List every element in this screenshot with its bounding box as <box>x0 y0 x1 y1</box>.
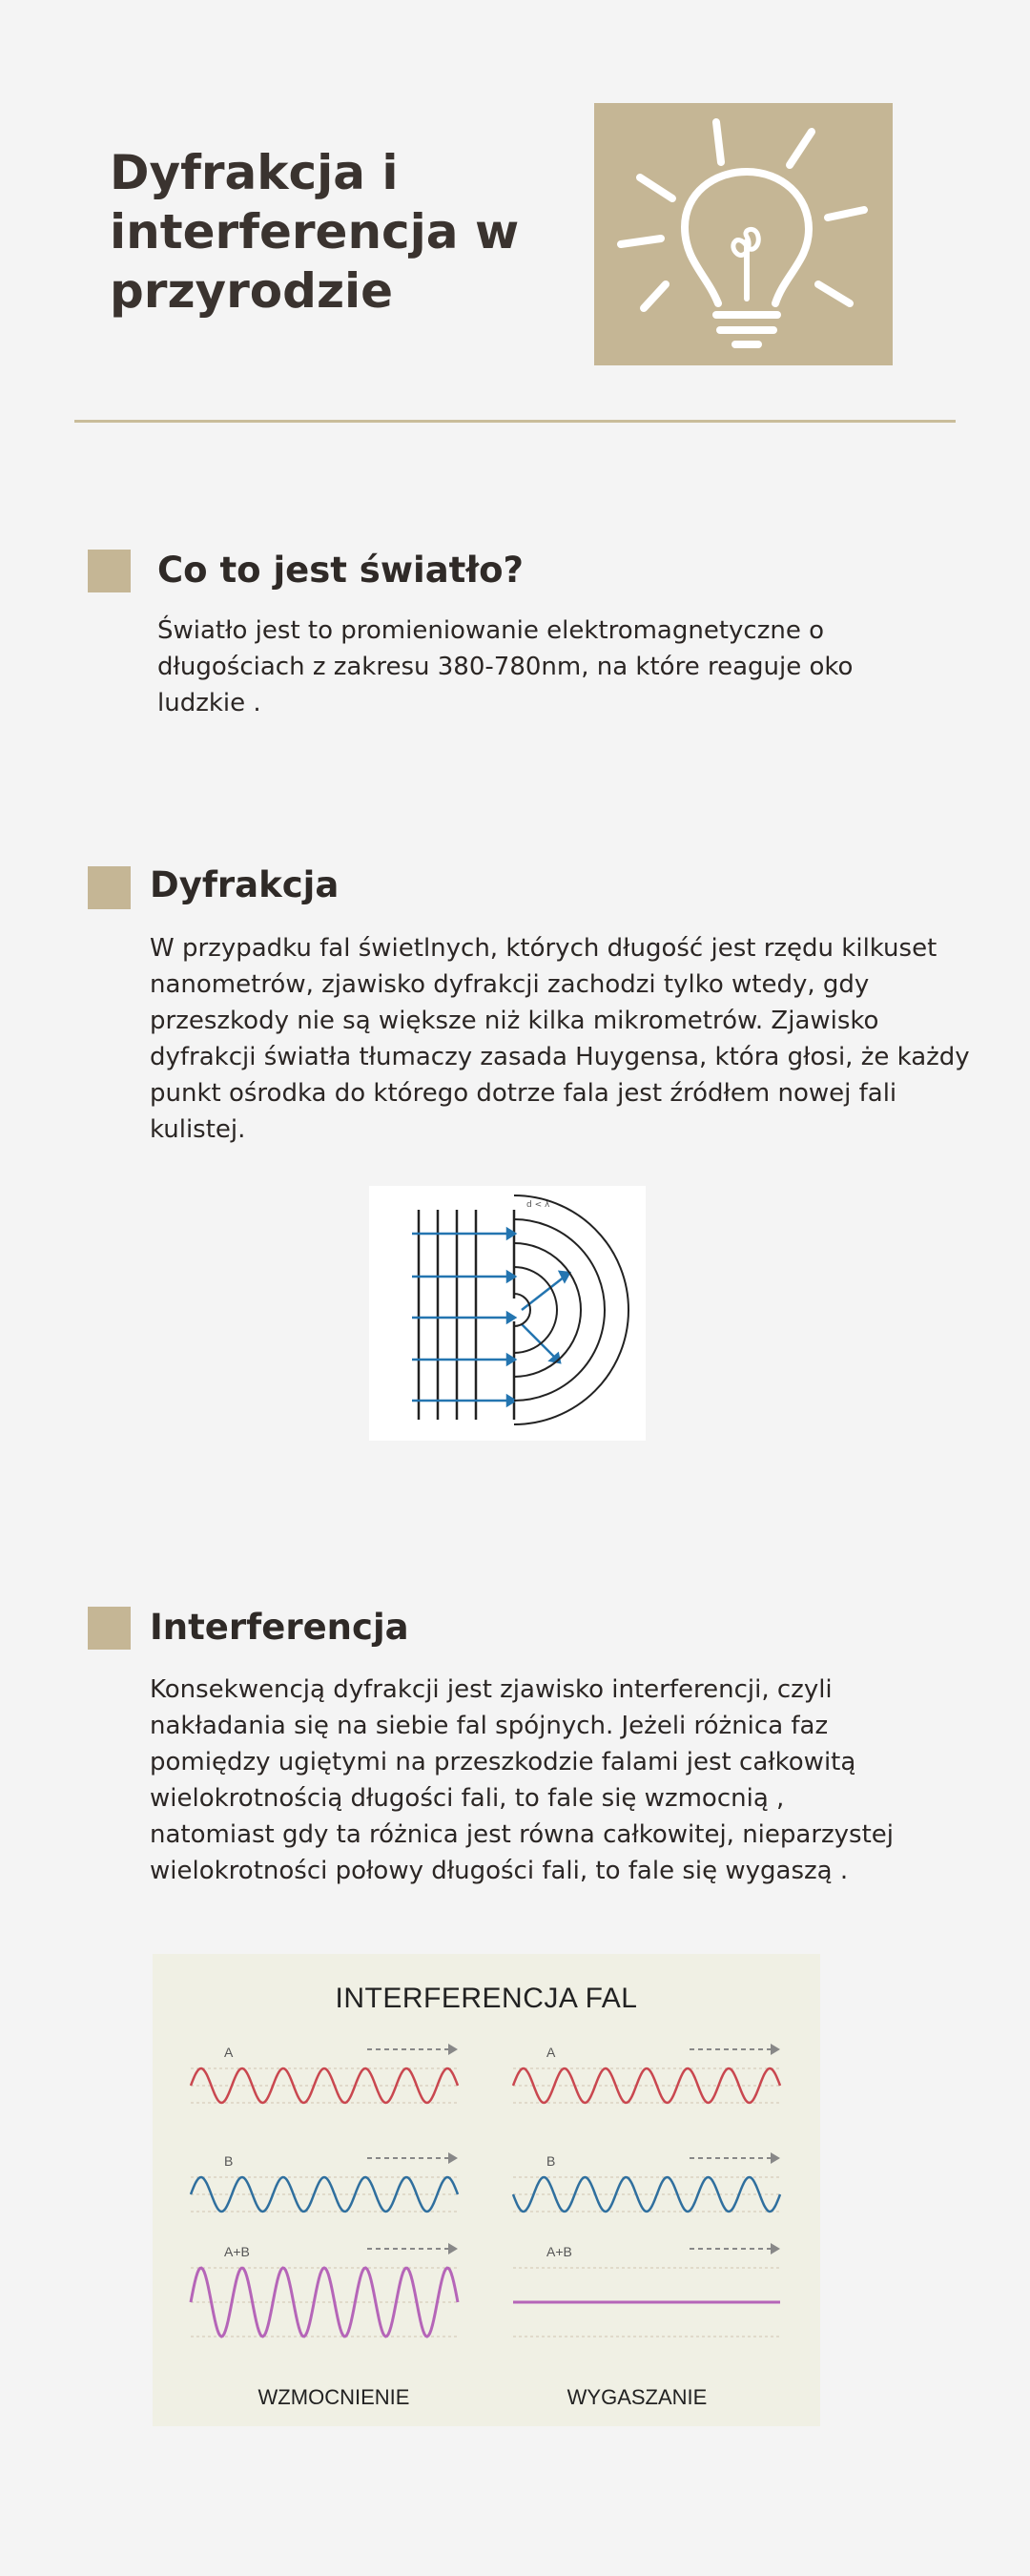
arrow-head <box>771 2044 780 2055</box>
wave-tag: B <box>546 2153 556 2169</box>
reinforcement-label: WZMOCNIENIE <box>258 2385 410 2409</box>
section-heading-light: Co to jest światło? <box>157 550 524 591</box>
section-text-diffraction: W przypadku fal świetlnych, których długość jest rzędu kilkuset nanometrów, zjawisko dyfrakcji zachodzi tylko wtedy, gdy przeszkody nie są większe niż kilka mikrometrów. Zjawisko dyfrakcji światła tłumaczy zasada Huygensa, która głosi, że każdy punkt ośrodka do którego dotrze fala jest źródłem nowej fali kulistej. <box>150 934 970 1144</box>
section-heading-diffraction: Dyfrakcja <box>150 864 340 905</box>
arrow-head <box>448 2243 458 2254</box>
arrow-head <box>771 2243 780 2254</box>
section-marker <box>88 1607 131 1650</box>
header-divider <box>74 420 956 423</box>
wave-tag: A <box>546 2045 556 2060</box>
wave-tag: A+B <box>224 2244 250 2259</box>
page-title: Dyfrakcja i interferencja w przyrodzie <box>110 145 520 319</box>
section-text-light: Światło jest to promieniowanie elektromagnetyczne o długościach z zakresu 380-780nm, na które reaguje oko ludzkie . <box>157 616 854 717</box>
wave-plots <box>153 1954 820 2426</box>
interference-title: INTERFERENCJA FAL <box>335 1983 638 2014</box>
arrow-head <box>448 2044 458 2055</box>
arrow-head <box>448 2152 458 2164</box>
section-heading-interference: Interferencja <box>150 1607 409 1648</box>
lightbulb-icon <box>594 103 893 365</box>
diffraction-label: d < λ <box>526 1200 550 1210</box>
interference-diagram <box>153 1954 820 2426</box>
arrow-head <box>771 2152 780 2164</box>
section-text-interference: Konsekwencją dyfrakcji jest zjawisko interferencji, czyli nakładania się na siebie fal spójnych. Jeżeli różnica faz pomiędzy ugiętymi na przeszkodzie falami jest całkowitą wielokrotnością długości fali, to fale się wzmocnią , natomiast gdy ta różnica jest równa całkowitej, nieparzystej wielokrotności połowy długości fali, to fale się wygaszą . <box>150 1675 895 1885</box>
section-marker <box>88 866 131 909</box>
wave-tag: A <box>224 2045 234 2060</box>
diffraction-diagram <box>369 1186 646 1441</box>
cancellation-label: WYGASZANIE <box>566 2385 708 2409</box>
wave-tag: A+B <box>546 2244 572 2259</box>
wave-tag: B <box>224 2153 234 2169</box>
section-marker <box>88 550 131 592</box>
